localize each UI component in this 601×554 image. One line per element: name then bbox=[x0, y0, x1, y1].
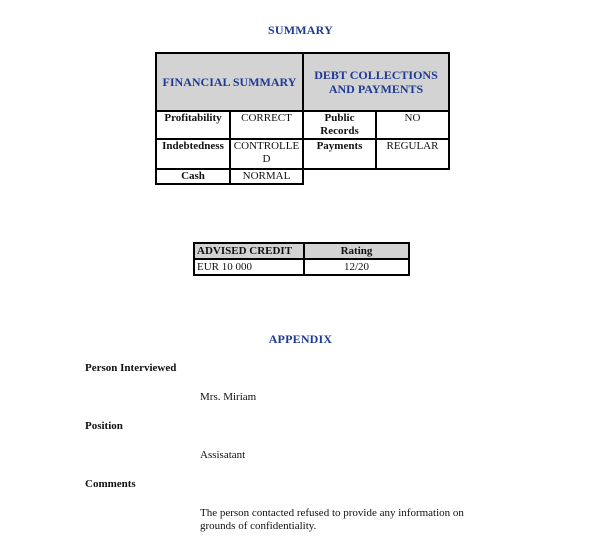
advised-credit-table bbox=[193, 242, 410, 276]
indebtedness-value: CONTROLLED bbox=[230, 139, 303, 169]
summary-title: SUMMARY bbox=[268, 23, 333, 37]
empty-cell bbox=[376, 169, 449, 184]
advised-credit-header: ADVISED CREDIT bbox=[194, 243, 304, 259]
comments-label: Comments bbox=[85, 478, 136, 490]
advised-credit-value: EUR 10 000 bbox=[194, 259, 304, 275]
comments-value: The person contacted refused to provide any information on grounds of confidentiality. bbox=[200, 507, 464, 532]
payments-value: REGULAR bbox=[376, 139, 449, 169]
person-interviewed-value: Mrs. Miriam bbox=[200, 391, 257, 403]
rating-header: Rating bbox=[304, 243, 409, 259]
position-label: Position bbox=[85, 420, 123, 432]
debt-collections-header: DEBT COLLECTIONS AND PAYMENTS bbox=[303, 53, 449, 111]
profitability-value: CORRECT bbox=[230, 111, 303, 139]
rating-value: 12/20 bbox=[304, 259, 409, 275]
profitability-label: Profitability bbox=[156, 111, 230, 139]
indebtedness-label: Indebtedness bbox=[156, 139, 230, 169]
financial-summary-table bbox=[155, 52, 450, 185]
person-interviewed-label: Person Interviewed bbox=[85, 362, 177, 374]
empty-cell bbox=[303, 169, 376, 184]
financial-summary-header: FINANCIAL SUMMARY bbox=[156, 53, 303, 111]
public-records-label: Public Records bbox=[303, 111, 376, 139]
cash-label: Cash bbox=[156, 169, 230, 184]
public-records-value: NO bbox=[376, 111, 449, 139]
cash-value: NORMAL bbox=[230, 169, 303, 184]
payments-label: Payments bbox=[303, 139, 376, 169]
position-value: Assisatant bbox=[200, 449, 246, 461]
appendix-title: APPENDIX bbox=[268, 332, 333, 346]
